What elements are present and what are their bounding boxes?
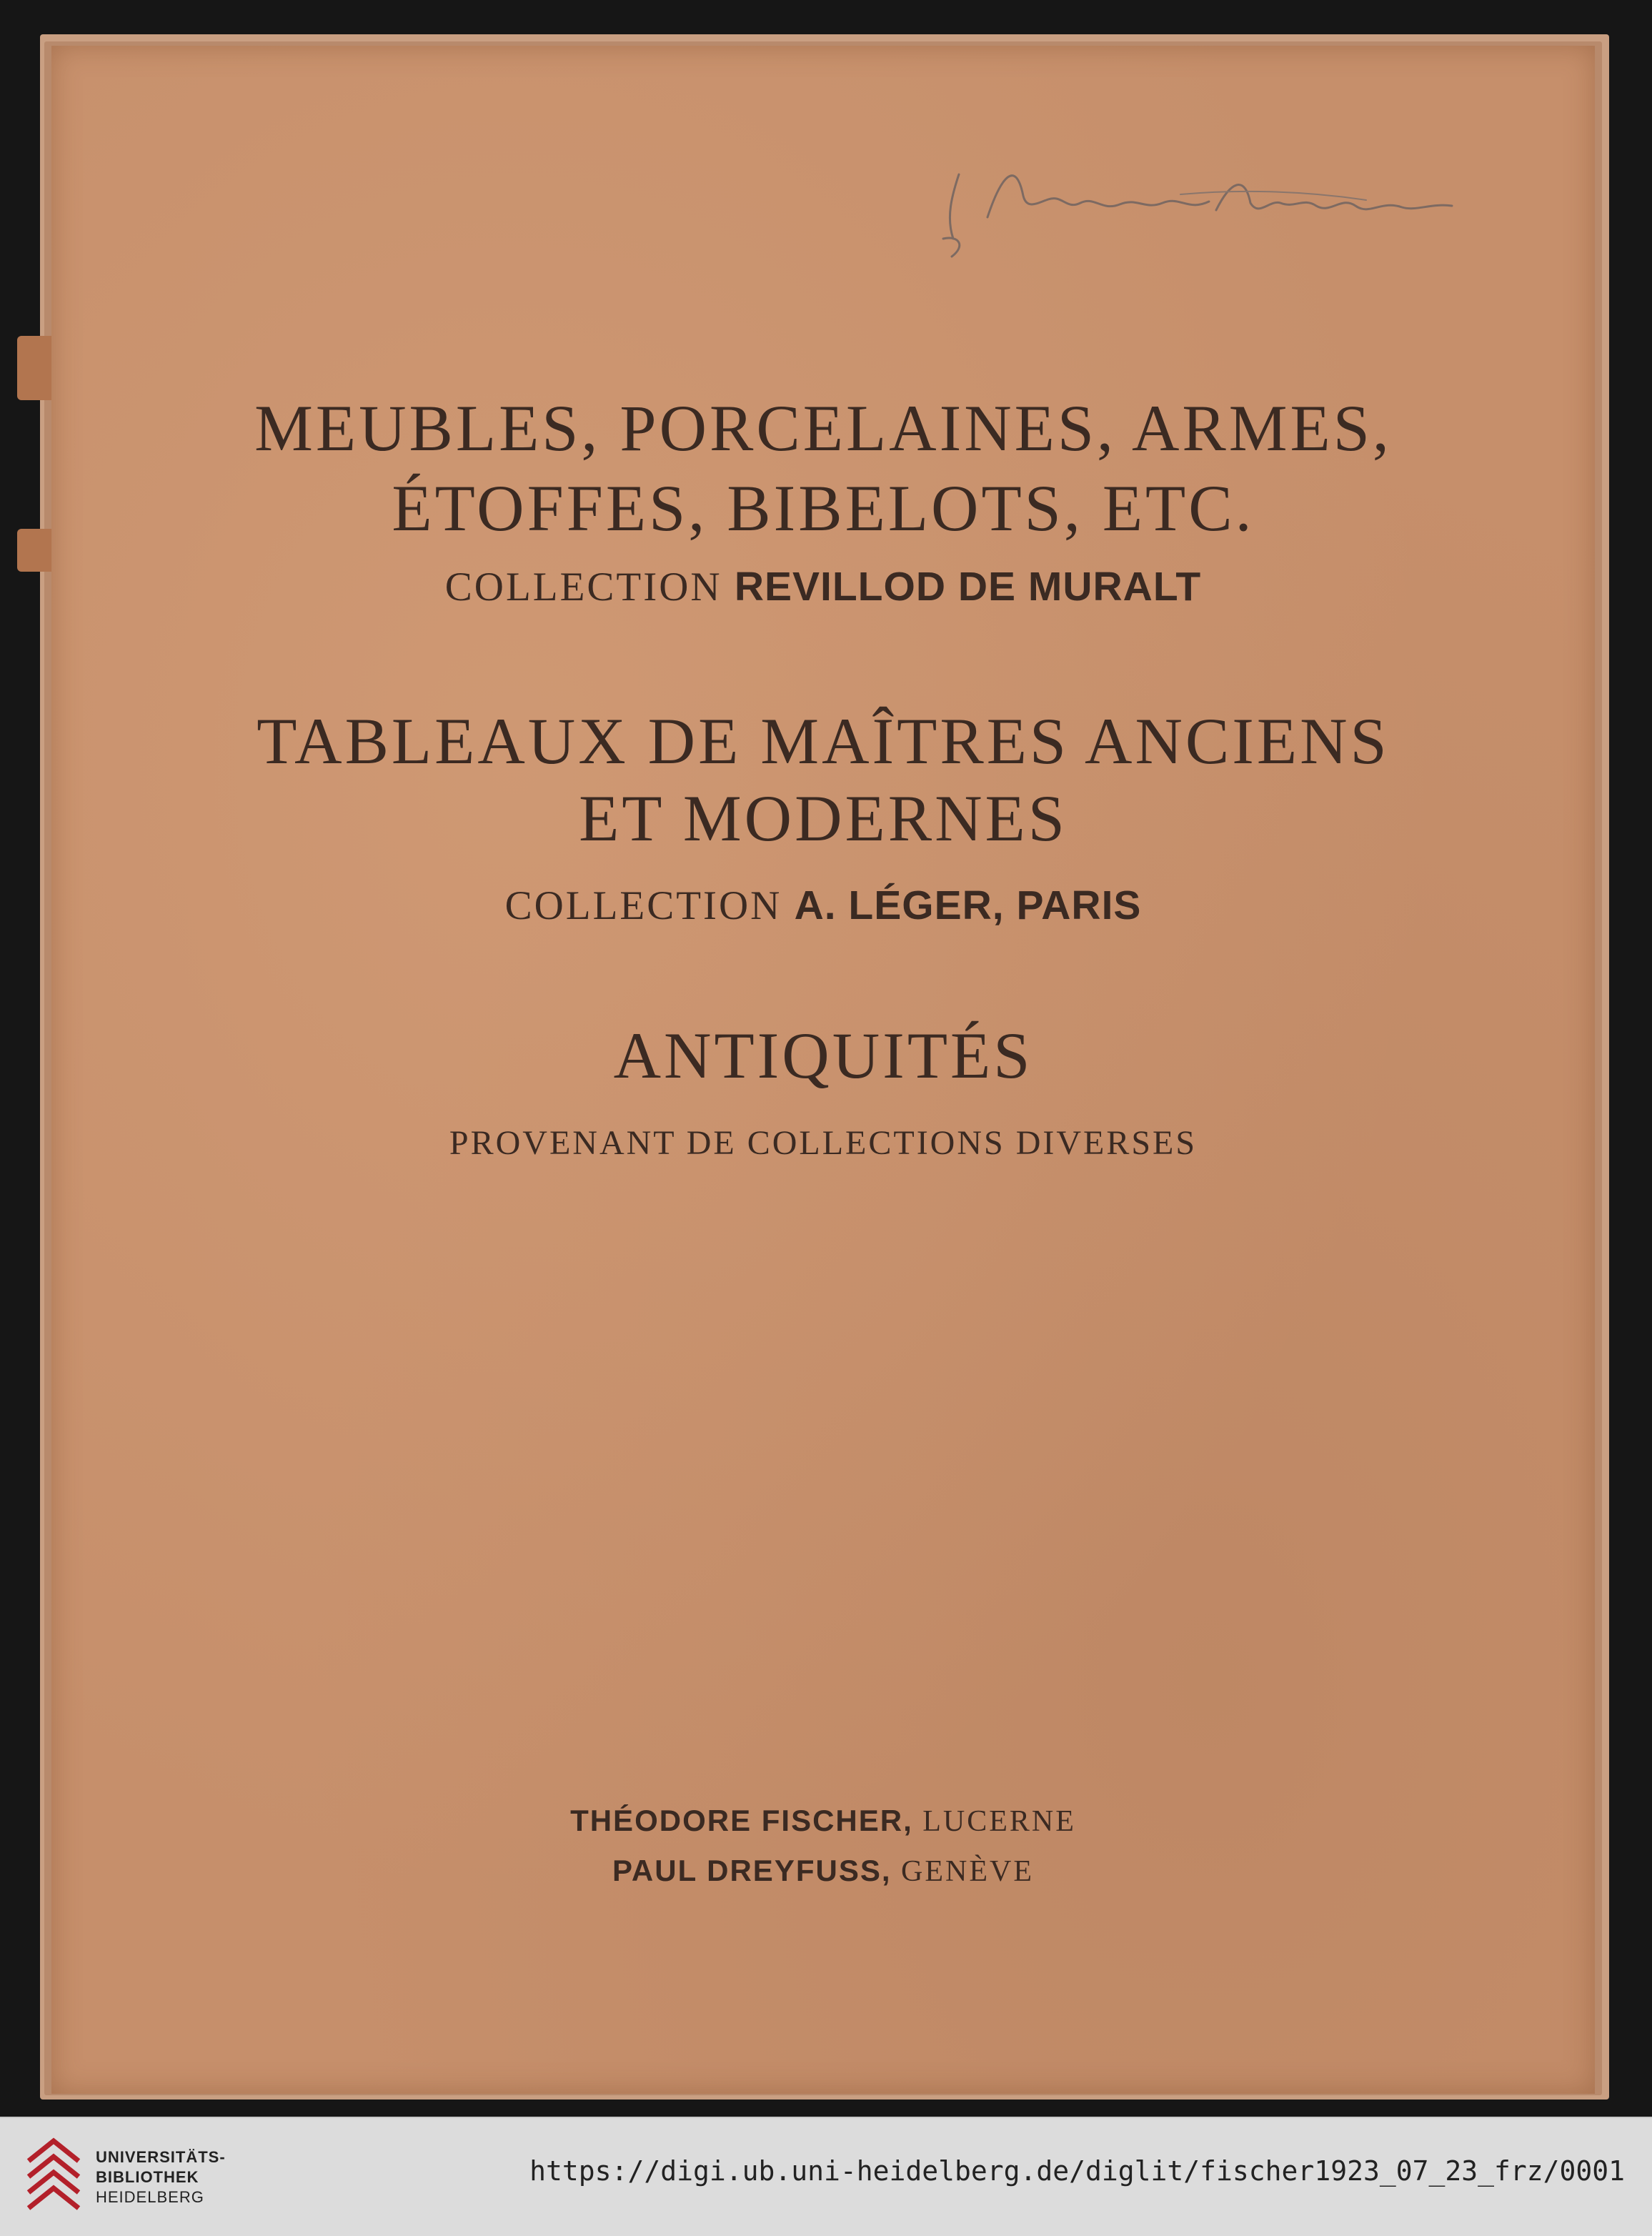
publisher-city: LUCERNE	[922, 1805, 1076, 1838]
publisher-name: PAUL DREYFUSS,	[612, 1854, 892, 1887]
spine-tab	[17, 336, 51, 400]
footer-bar	[0, 2117, 1652, 2236]
collection-prefix: COLLECTION	[444, 565, 722, 610]
collection-leger	[51, 882, 1595, 929]
collection-name: REVILLOD DE MURALT	[734, 564, 1202, 610]
logo-text-line: BIBLIOTHEK	[96, 2168, 199, 2186]
title-antiquities: ANTIQUITÉS	[613, 1019, 1033, 1092]
collection-revillod	[51, 563, 1595, 610]
collection-name: A. LÉGER, PARIS	[794, 883, 1142, 928]
title-line-furniture: MEUBLES, PORCELAINES, ARMES,	[254, 392, 1392, 464]
title-line-paintings: TABLEAUX DE MAÎTRES ANCIENS	[257, 705, 1390, 777]
permalink-url[interactable]: https://digi.ub.uni-heidelberg.de/diglit/fischer1923_07_23_frz/0001	[529, 2155, 1625, 2187]
collection-prefix: COLLECTION	[504, 883, 782, 928]
handwritten-signature	[909, 131, 1466, 274]
ub-heidelberg-logo-icon	[21, 2132, 86, 2222]
publisher-fischer	[51, 1804, 1595, 1839]
title-line-modern: ET MODERNES	[579, 782, 1068, 855]
publisher-dreyfuss	[51, 1854, 1595, 1889]
publisher-name: THÉODORE FISCHER,	[570, 1804, 913, 1837]
title-line-fabrics: ÉTOFFES, BIBELOTS, ETC.	[392, 472, 1255, 545]
spine-tab	[17, 529, 51, 572]
catalogue-cover	[51, 46, 1595, 2094]
publisher-city: GENÈVE	[901, 1855, 1034, 1888]
subtitle-diverse-collections: PROVENANT DE COLLECTIONS DIVERSES	[449, 1124, 1198, 1162]
logo-text-line: UNIVERSITÄTS-	[96, 2148, 226, 2166]
logo-text-line: HEIDELBERG	[96, 2188, 204, 2206]
